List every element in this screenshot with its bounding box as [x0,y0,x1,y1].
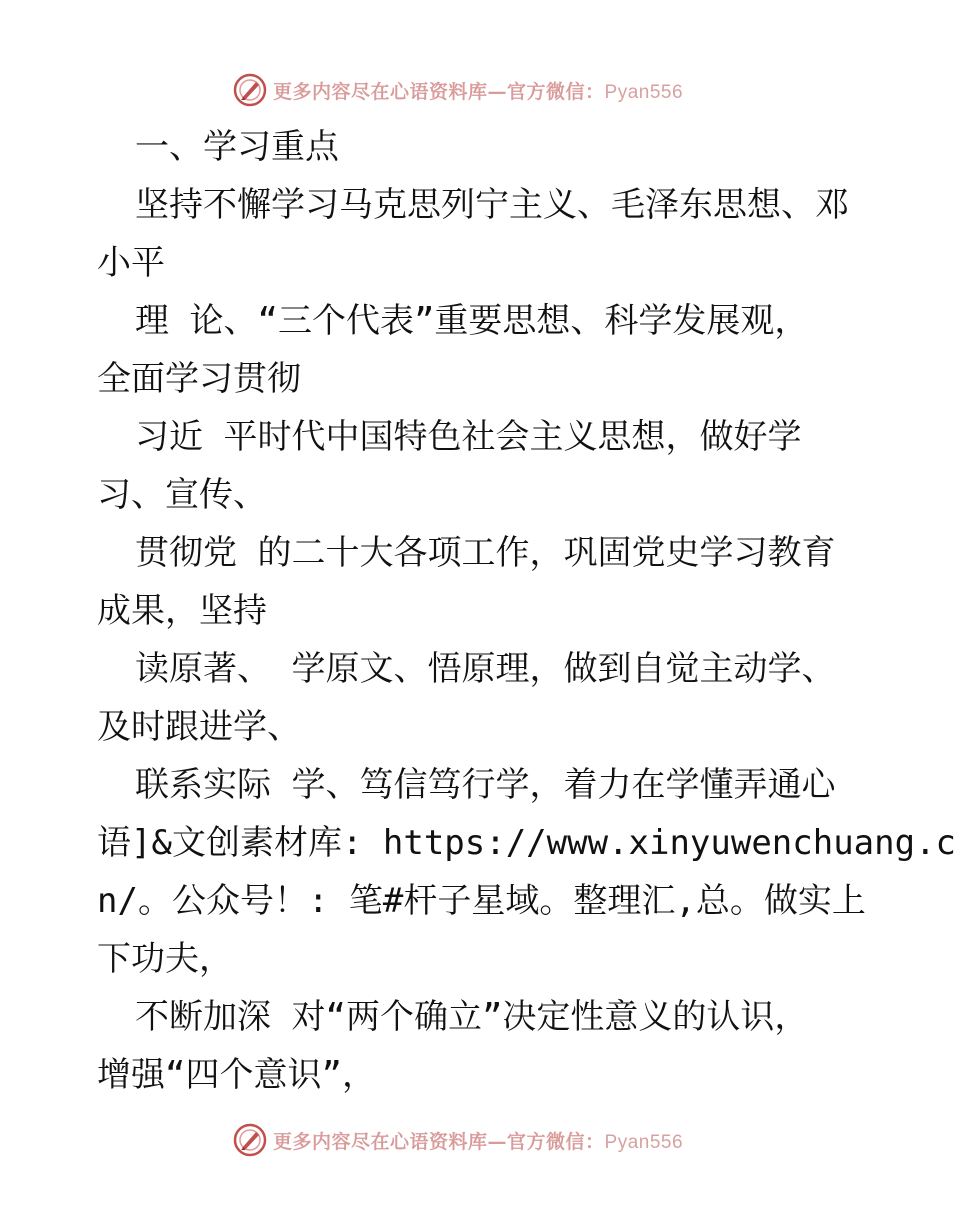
paragraph-line: n/。公众号！: 笔#杆子星域。整理汇,总。做实上 [97,881,866,921]
brush-logo-icon [233,1123,267,1157]
header-banner [233,72,713,108]
paragraph-line: 习、宣传、 [97,475,267,515]
header-wechat-text: 官方微信： [507,80,605,103]
paragraph-line: 贯彻党 的二十大各项工作，巩固党史学习教育 [135,533,836,573]
paragraph-line: 语]&文创素材库: https://www.xinyuwenchuang.c [97,823,956,863]
paragraph-line: 理 论、“三个代表”重要思想、科学发展观， [135,301,809,341]
paragraph-line: 成果，坚持 [97,591,267,631]
paragraph-line: 不断加深 对“两个确立”决定性意义的认识， [135,997,809,1037]
footer-wechat-text: 官方微信： [507,1130,605,1153]
header-wechat-id: Pyan556 [604,81,684,103]
footer-banner [233,1122,713,1158]
paragraph-line: 小平 [97,243,165,283]
paragraph-line: 全面学习贯彻 [97,359,301,399]
paragraph-line: 读原著、 学原文、悟原理，做到自觉主动学、 [135,649,836,689]
paragraph-line: 下功夫， [97,939,233,979]
brush-logo-icon [233,73,267,107]
header-banner-text [273,77,683,104]
document-body [97,118,956,1104]
paragraph-line: 联系实际 学、笃信笃行学，着力在学懂弄通心 [135,765,836,805]
footer-wechat-id: Pyan556 [604,1131,684,1153]
paragraph-line: 习近 平时代中国特色社会主义思想，做好学 [135,417,802,457]
footer-site-text: 更多内容尽在心语资料库— [273,1130,508,1153]
paragraph-line: 增强“四个意识”， [97,1055,376,1095]
paragraph-line: 及时跟进学、 [97,707,301,747]
paragraph-line: 坚持不懈学习马克思列宁主义、毛泽东思想、邓 [135,185,849,225]
footer-banner-text [273,1127,683,1154]
section-heading: 一、学习重点 [135,127,339,167]
header-site-text: 更多内容尽在心语资料库— [273,80,508,103]
